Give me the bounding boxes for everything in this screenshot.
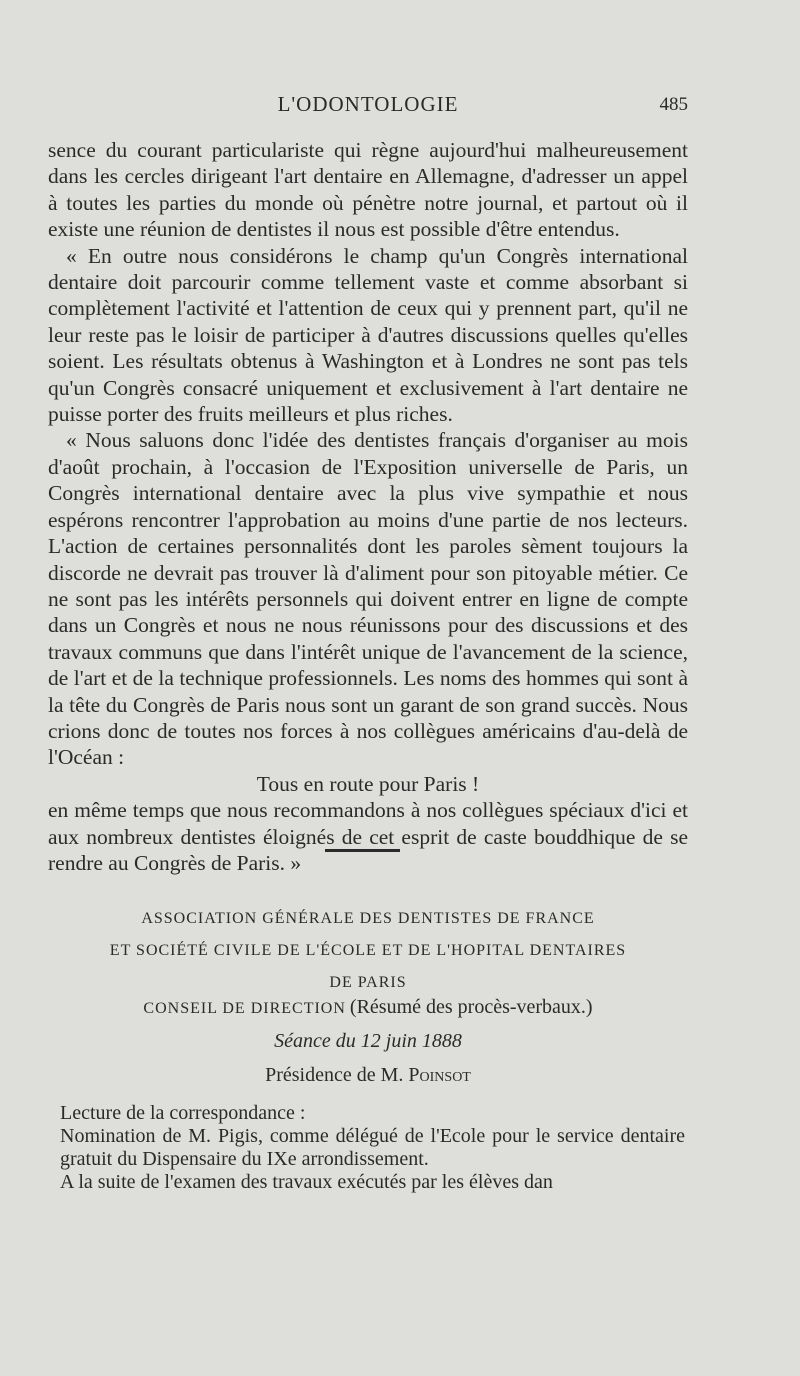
paragraph-congress-scope: « En outre nous considérons le champ qu'un Congrès international dentaire doit parcourir comme tellement vaste et comme absorbant si complètement l'activité et l'attention de ceux qui y prennent part, qu'il ne leur reste pas le loisir de participer à d'autres discussions quelles qu'elles soient. Les résultats obtenus à Washington et à Londres ne sont pas tels qu'un Congrès consacré uniquement et exclusivement à l'art dentaire ne puisse porter des fruits meilleurs et plus riches. [48, 243, 688, 427]
slogan-line: Tous en route pour Paris ! [256, 771, 480, 796]
presidence-name: Poinsot [408, 1064, 471, 1086]
session-date: Séance du 12 juin 1888 [274, 1030, 462, 1052]
minutes-item: Nomination de M. Pigis, comme délégué de l'Ecole pour le service dentaire gratuit du Dispensaire du IXe arrondissement. [60, 1125, 685, 1170]
section-heading [48, 906, 688, 996]
minutes-item: A la suite de l'examen des travaux exécutés par les élèves dan [60, 1171, 553, 1193]
paragraph-closing: en même temps que nous recommandons à nos collègues spéciaux d'ici et aux nombreux dentistes éloignés de cet esprit de caste bouddhique de se rendre au Congrès de Paris. » [48, 798, 688, 875]
council-label: CONSEIL DE DIRECTION [143, 1000, 346, 1017]
minutes-body [60, 1102, 685, 1194]
page-header [48, 92, 688, 122]
presidence-label: Présidence de M. [265, 1064, 404, 1086]
presidence-line [48, 1064, 688, 1087]
running-title: L'ODONTOLOGIE [277, 92, 459, 116]
council-note: (Résumé des procès-verbaux.) [349, 996, 593, 1018]
page-number: 485 [659, 94, 688, 115]
minutes-item: Lecture de la correspondance : [60, 1102, 306, 1124]
heading-line-1: ASSOCIATION GÉNÉRALE DES DENTISTES DE FRANCE [141, 910, 595, 927]
section-divider [325, 849, 400, 852]
heading-line-2: ET SOCIÉTÉ CIVILE DE L'ÉCOLE ET DE L'HOPITAL DENTAIRES [109, 942, 627, 959]
paragraph-continuation: sence du courant particulariste qui règne aujourd'hui malheureusement dans les cercles dirigeant l'art dentaire en Allemagne, d'adresser un appel à toutes les parties du monde où pénètre notre journal, et partout où il existe une réunion de dentistes il nous est possible d'être entendus. [48, 138, 688, 242]
council-heading [48, 996, 688, 1019]
paragraph-paris-congress: « Nous saluons donc l'idée des dentistes français d'organiser au mois d'août prochain, à l'occasion de l'Exposition universelle de Paris, un Congrès international dentaire avec la plus vive sympathie et nous espérons rencontrer l'approbation au moins d'une partie de nos lecteurs. L'action de certaines personnalités dont les paroles sèment toujours la discorde ne devrait pas trouver là d'aliment pour son pitoyable métier. Ce ne sont pas les intérêts personnels qui doivent entrer en ligne de compte dans un Congrès et nous ne nous réunissons pour des discussions et des travaux communs que dans l'intérêt unique de l'avancement de la science, de l'art et de la technique professionnels. Les noms des hommes qui sont à la tête du Congrès de Paris nous sont un garant de son grand succès. Nous crions donc de toutes nos forces à nos collègues américains d'au-delà de l'Océan : [48, 428, 688, 770]
heading-line-3: DE PARIS [329, 974, 407, 991]
article-body [48, 137, 688, 876]
